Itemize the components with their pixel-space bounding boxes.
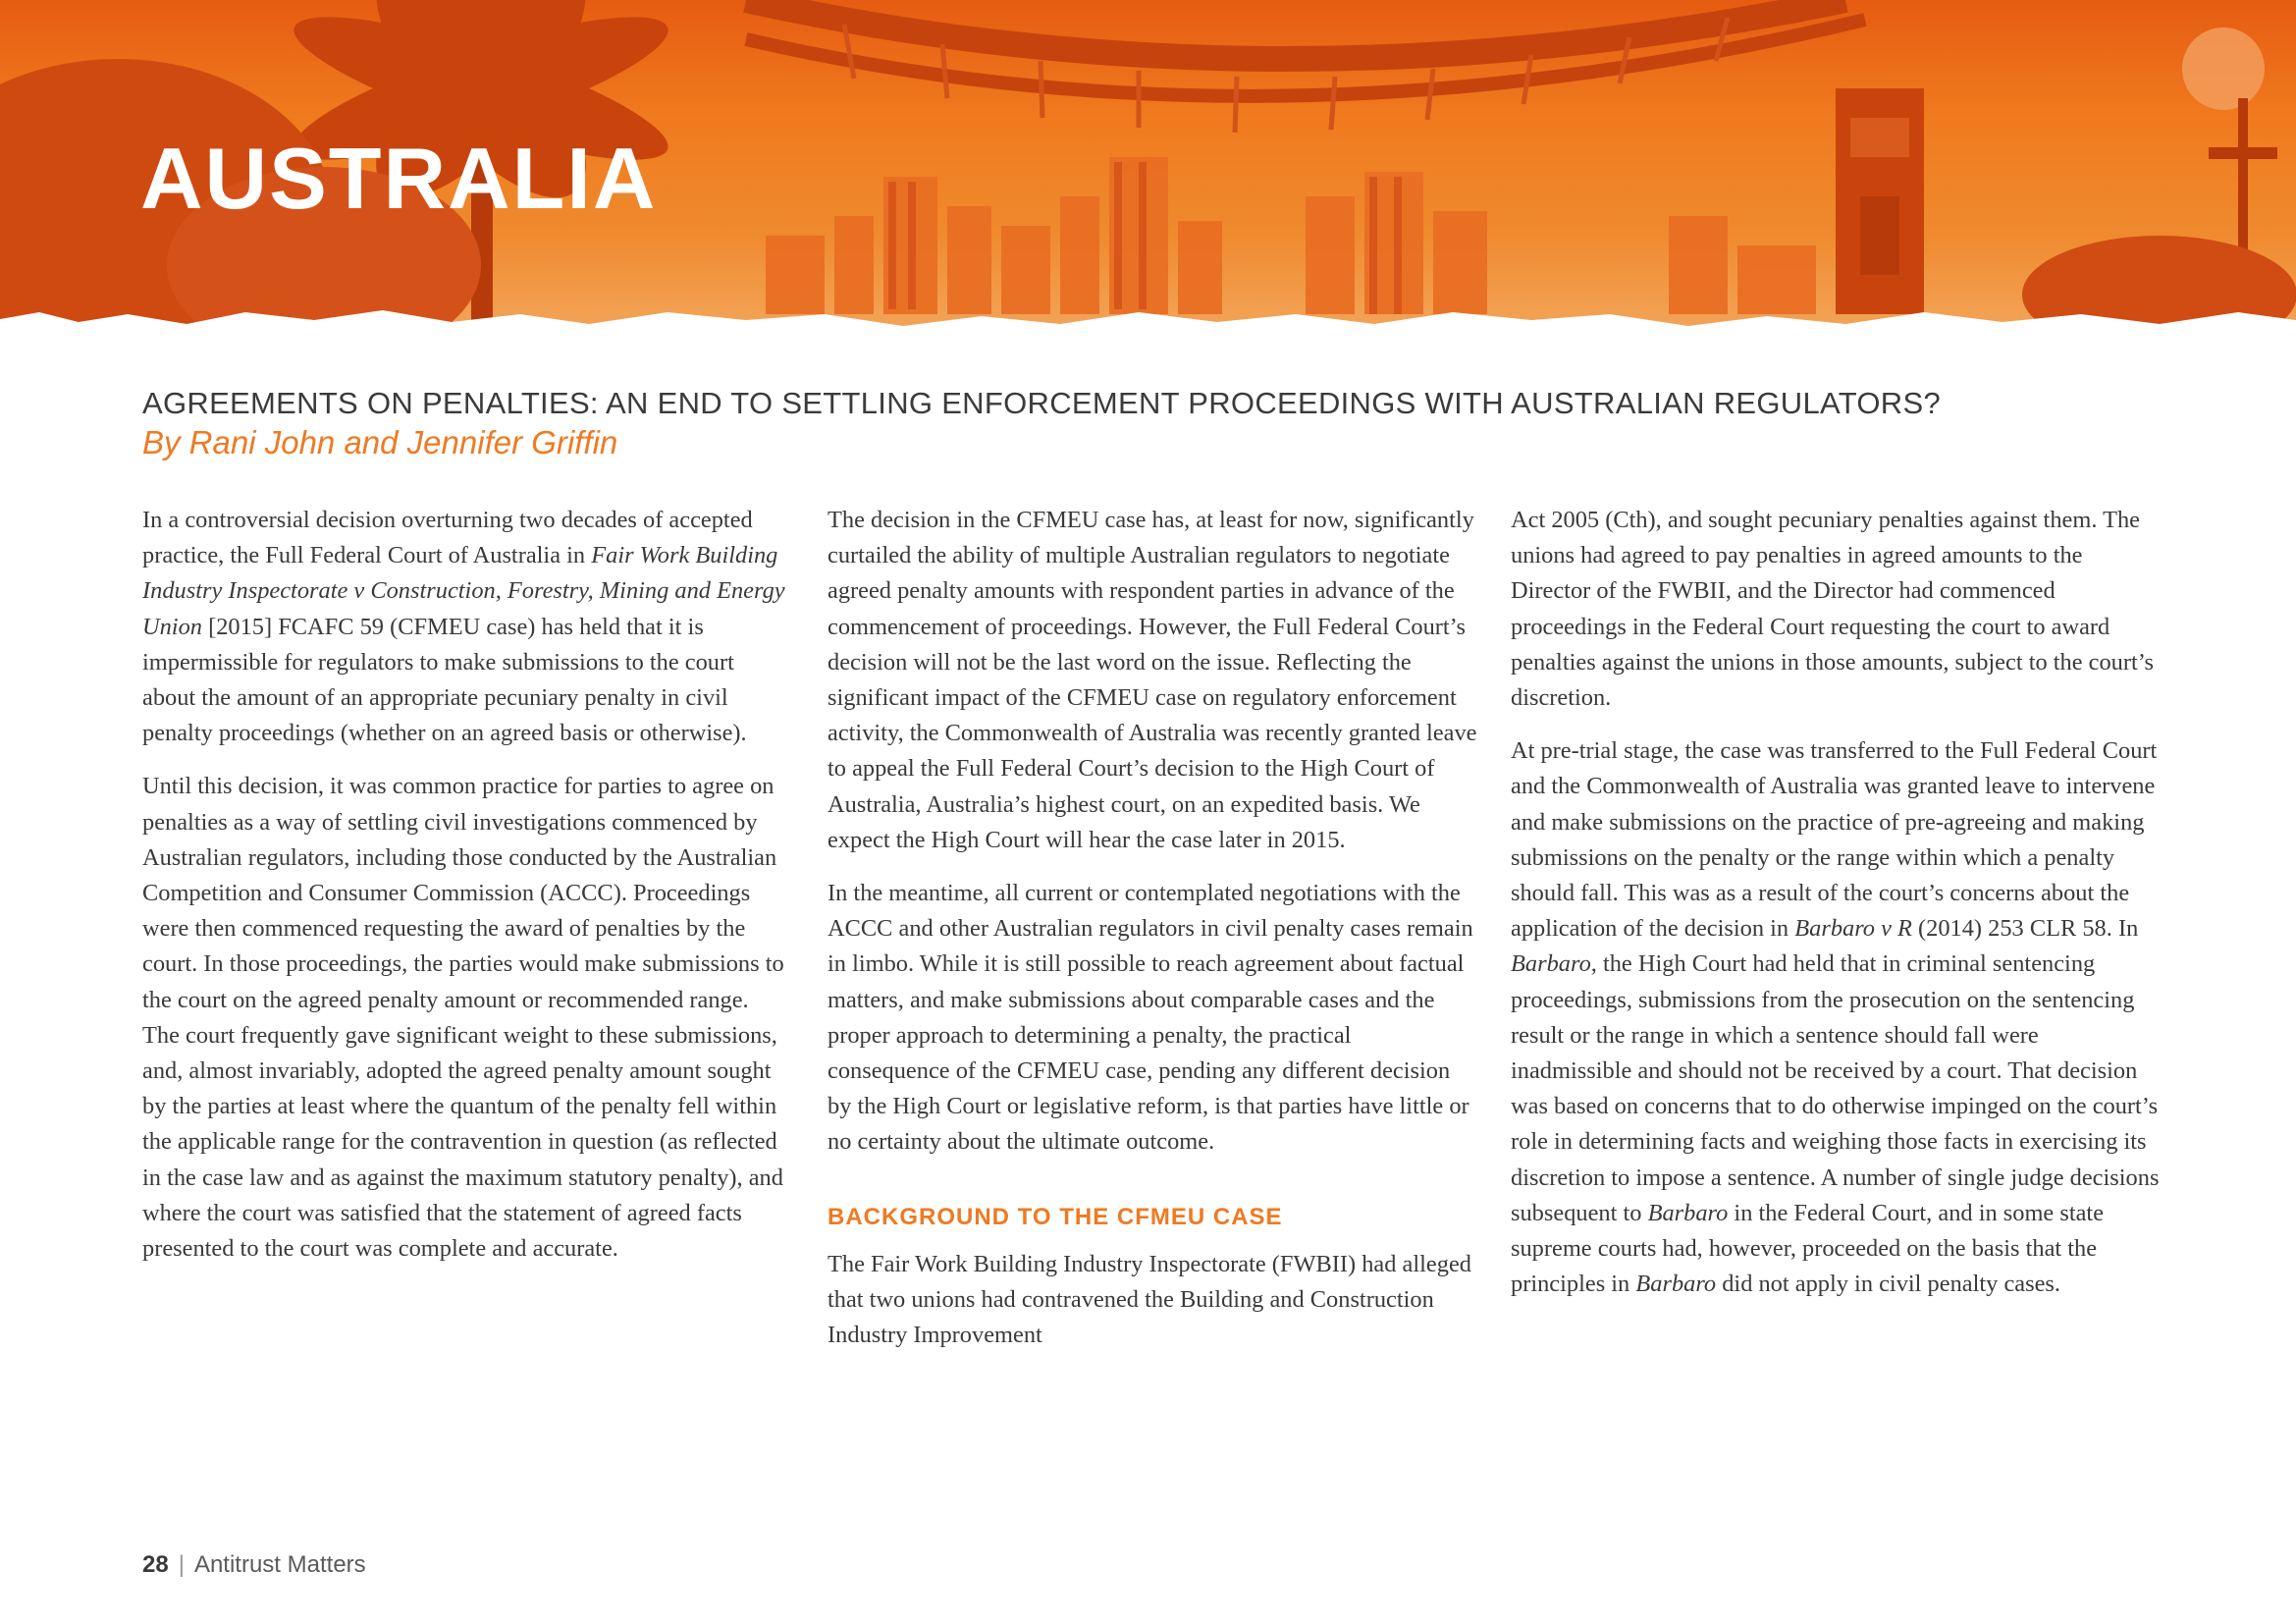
header-banner (0, 0, 2296, 334)
text-column-1 (142, 503, 790, 1284)
banner-title: AUSTRALIA (140, 130, 658, 227)
paragraph: In a controversial decision overturning two decades of accepted practice, the Full Federal Court of Australia in Fair Work Building Industry Inspectorate v Construction, Forestry, Mining and Energy Union [2015] FCAFC 59 (CFMEU case) has held that it is impermissible for regulators to make submissions to the court about the amount of an appropriate pecuniary penalty in civil penalty proceedings (whether on an agreed basis or otherwise). (142, 507, 785, 747)
page-footer (142, 1551, 366, 1579)
article-byline: By Rani John and Jennifer Griffin (142, 424, 618, 460)
case-citation: Barbaro (1647, 1199, 1729, 1226)
paragraph: Act 2005 (Cth), and sought pecuniary penalties against them. The unions had agreed to pay penalties in agreed amounts to the Director of the FWBII, and the Director had commenced proceedings in the Federal Court requesting the court to award penalties against the unions in those amounts, subject to the court’s discretion. (1511, 507, 2155, 712)
paragraph: At pre-trial stage, the case was transferred to the Full Federal Court and the Commonwealth of Australia was granted leave to intervene and make submissions on the practice of pre-agreeing and making submissions on the penalty or the range within which a penalty should fall. This was as a result of the court’s concerns about the application of the decision in Barbaro v R (2014) 253 CLR 58. In Barbaro, the High Court had held that in criminal sentencing proceedings, submissions from the prosecution on the sentencing result or the range in which a sentence should fall were inadmissible and should not be received by a court. That decision was based on concerns that to do otherwise impinged on the court’s role in determining facts and weighing those facts in exercising its discretion to impose a sentence. A number of single judge decisions subsequent to Barbaro in the Federal Court, and in some state supreme courts had, however, proceeded on the basis that the principles in Barbaro did not apply in civil penalty cases. (1511, 737, 2160, 1298)
publication-name: Antitrust Matters (193, 1551, 366, 1578)
paragraph: In the meantime, all current or contemplated negotiations with the ACCC and other Australian regulators in civil penalty cases remain in limbo. While it is still possible to reach agreement about factual matters, and make submissions about comparable cases and the proper approach to determining a penalty, the practical consequence of the CFMEU case, pending any different decision by the High Court or legislative reform, is that parties have little or no certainty about the ultimate outcome. (828, 880, 1473, 1156)
paragraph: The Fair Work Building Industry Inspectorate (FWBII) had alleged that two unions had contravened the Building and Construction Industry Improvement (828, 1250, 1471, 1349)
case-citation: Barbaro v R (1794, 915, 1912, 943)
case-citation: Fair Work Building Industry Inspectorate v Construction, Forestry, Mining and Energy Union (142, 542, 785, 640)
case-citation: Barbaro (1635, 1271, 1717, 1298)
case-citation: Barbaro (1511, 950, 1591, 978)
page-number: 28 (142, 1551, 169, 1578)
text-column-3 (1511, 503, 2163, 1320)
paragraph: The decision in the CFMEU case has, at least for now, significantly curtailed the ability of multiple Australian regulators to negotiate agreed penalty amounts with respondent parties in advance of the commencement of proceedings. However, the Full Federal Court’s decision will not be the last word on the issue. Reflecting the significant impact of the CFMEU case on regulatory enforcement activity, the Commonwealth of Australia was recently granted leave to appeal the Full Federal Court’s decision to the High Court of Australia, Australia’s highest court, on an expedited basis. We expect the High Court will hear the case later in 2015. (828, 507, 1477, 853)
paragraph: Until this decision, it was common practice for parties to agree on penalties as a way of settling civil investigations commenced by Australian regulators, including those conducted by the Australian Competition and Consumer Commission (ACCC). Proceedings were then commenced requesting the award of penalties by the court. In those proceedings, the parties would make submissions to the court on the agreed penalty amount or recommended range. The court frequently gave significant weight to these submissions, and, almost invariably, adopted the agreed penalty amount sought by the parties at least where the quantum of the penalty fell within the applicable range for the contravention in question (as reflected in the case law and as against the maximum statutory penalty), and where the court was satisfied that the statement of agreed facts presented to the court was complete and accurate. (142, 773, 784, 1263)
text-column-2 (828, 503, 1479, 1371)
article-title: AGREEMENTS ON PENALTIES: AN END TO SETTLING ENFORCEMENT PROCEEDINGS WITH AUSTRALIAN REGULATORS? (142, 386, 1941, 420)
footer-separator: | (178, 1551, 185, 1578)
section-heading: BACKGROUND TO THE CFMEU CASE (828, 1203, 1283, 1230)
